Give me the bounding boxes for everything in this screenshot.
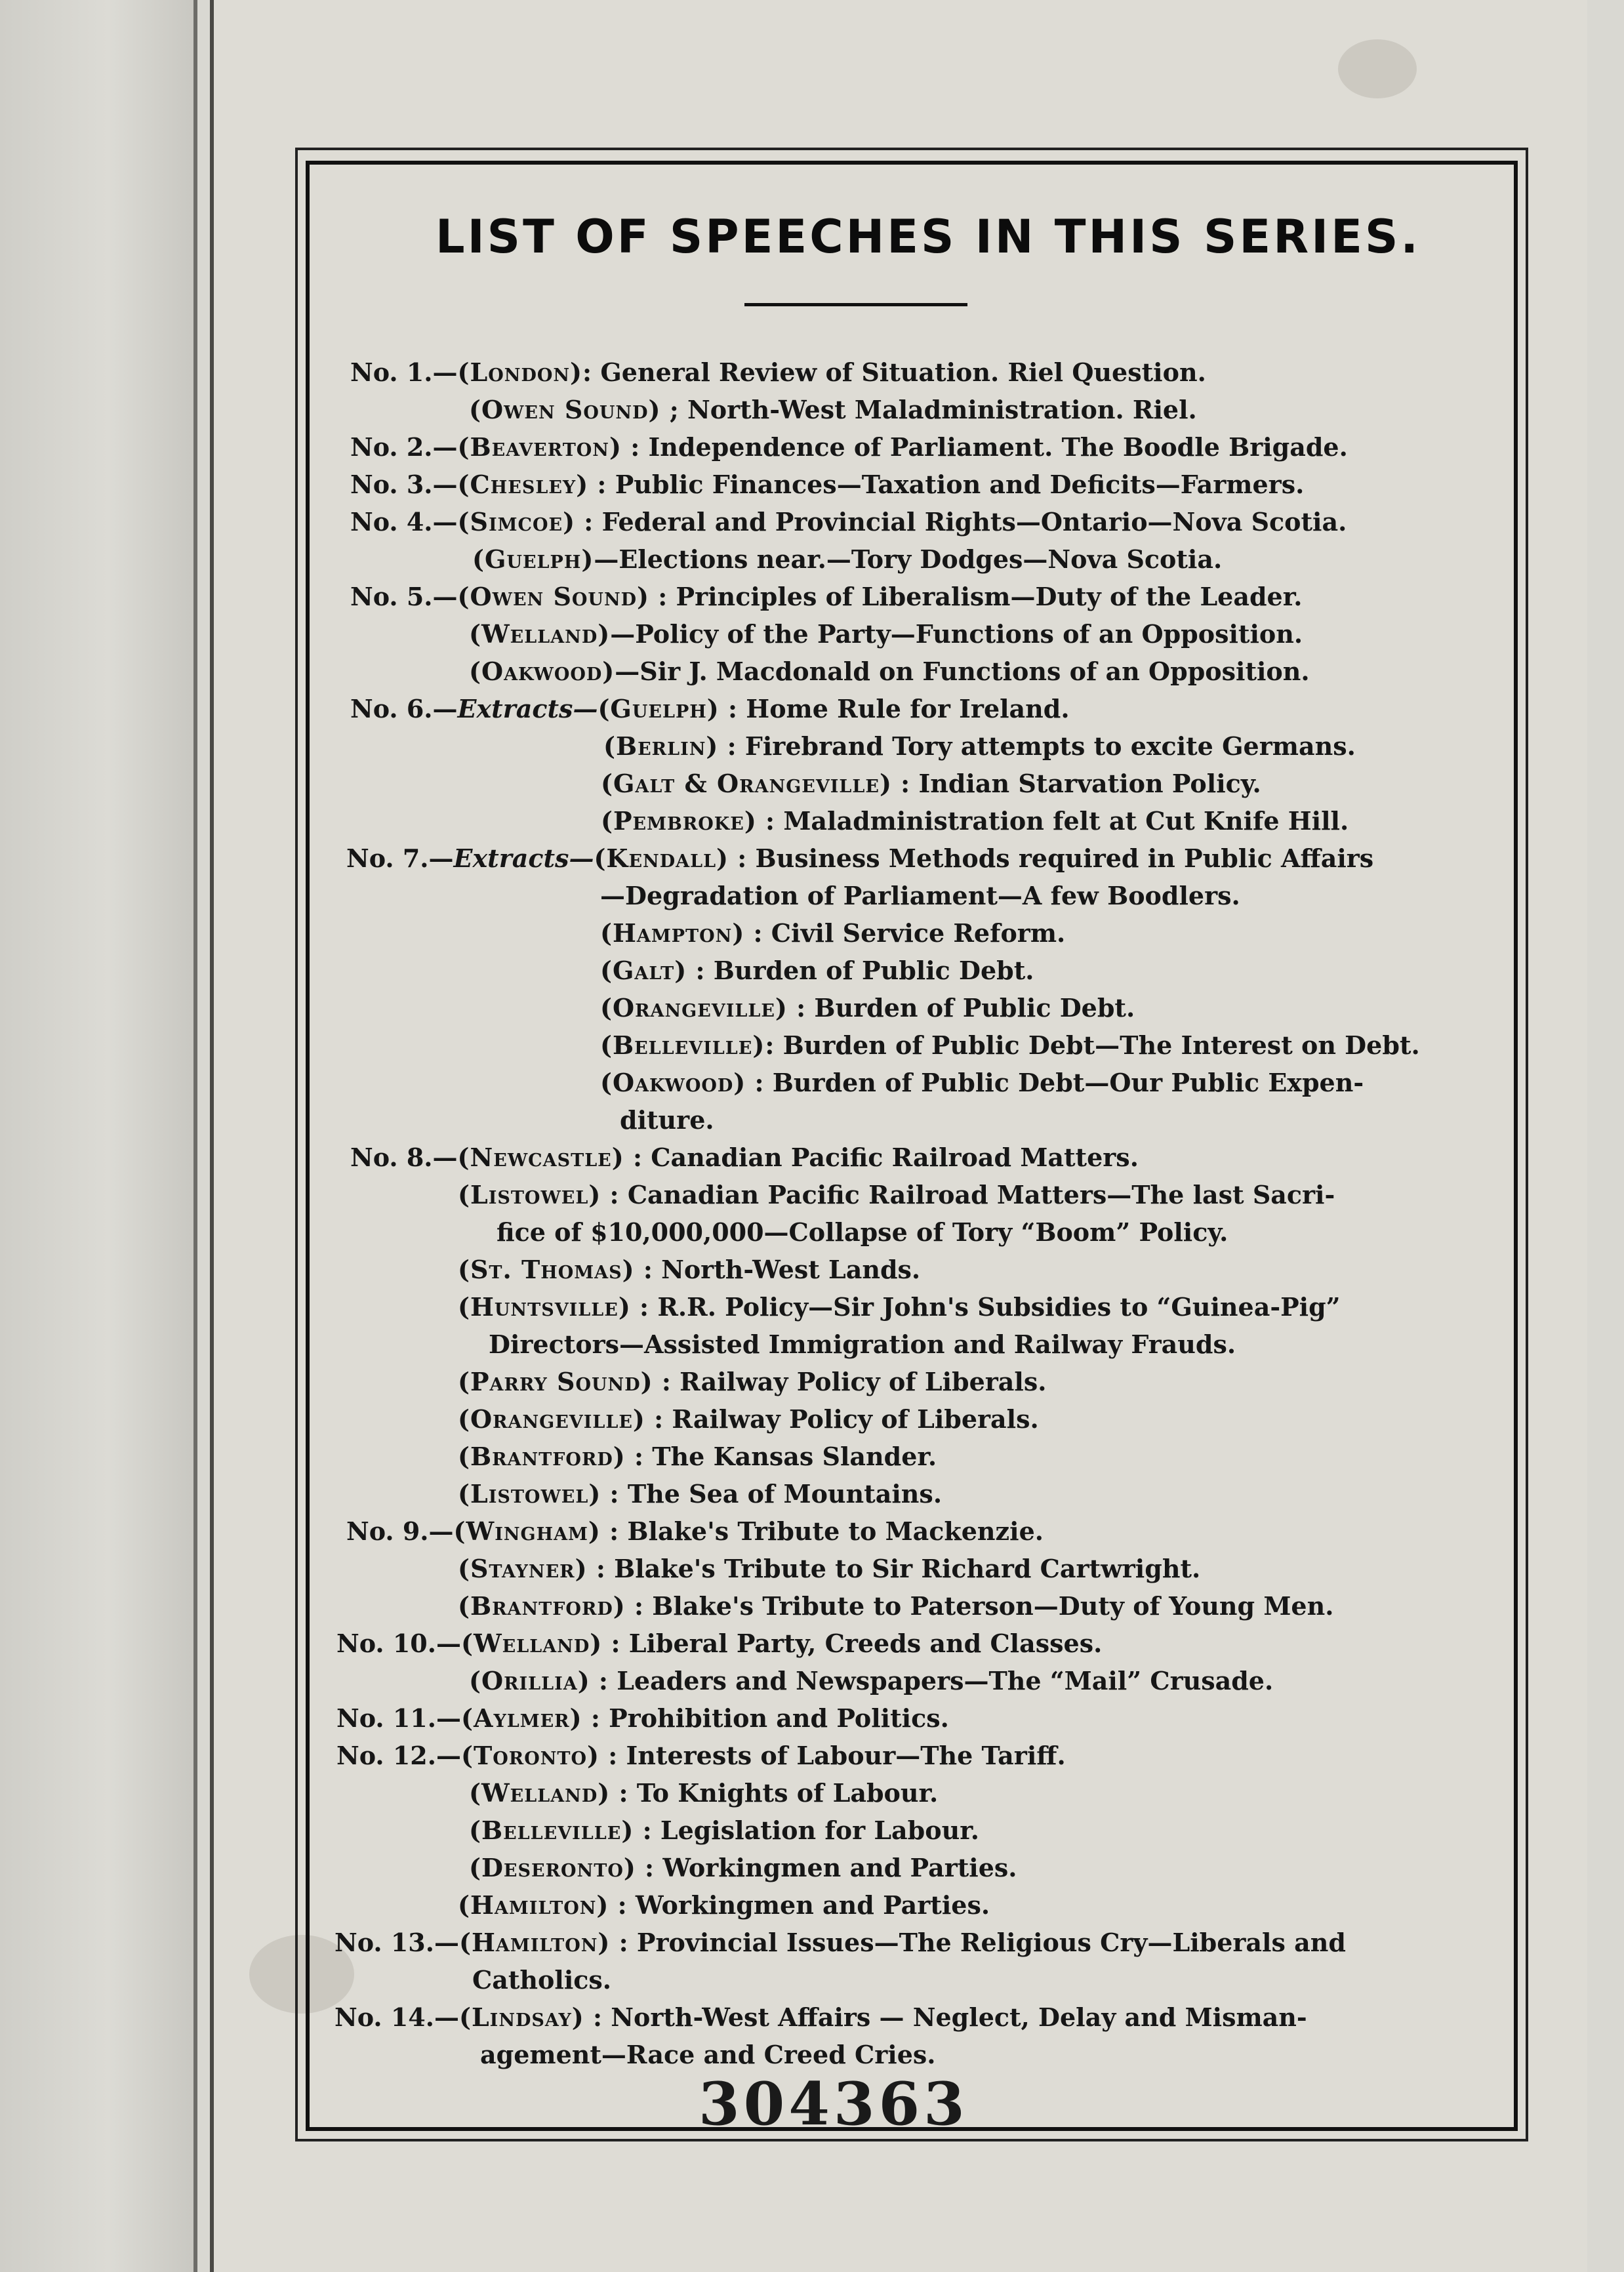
speech-location: (Stayner) — [458, 1554, 588, 1583]
speech-entry — [469, 653, 1310, 690]
separator: : — [602, 1629, 629, 1658]
speech-number: No. 9.— — [346, 1516, 454, 1546]
speech-entry — [335, 1999, 1307, 2036]
separator: : — [718, 731, 745, 761]
speech-topic: Leaders and Newspapers—The “Mail” Crusade. — [617, 1666, 1274, 1695]
speech-topic: Legislation for Labour. — [660, 1816, 979, 1845]
separator: : — [621, 432, 649, 462]
speech-number: No. 2.— — [350, 432, 458, 462]
separator: : — [601, 1180, 628, 1209]
separator: : — [787, 993, 815, 1023]
speech-location: (London) — [457, 357, 583, 387]
separator: : — [634, 1255, 662, 1284]
speech-location: (Lindsay) — [458, 2002, 584, 2032]
speech-topic: Canadian Pacific Railroad Matters. — [651, 1143, 1139, 1172]
speech-entry — [458, 1476, 942, 1512]
speech-entry — [497, 1214, 1228, 1251]
speech-location: (Listowel) — [458, 1479, 601, 1509]
speech-topic: North-West Affairs — Neglect, Delay and Misman- — [611, 2002, 1307, 2032]
speech-entry — [600, 1027, 1420, 1064]
speech-location: (Deseronto) — [469, 1853, 636, 1882]
speech-location: (Oakwood) — [600, 1068, 746, 1097]
separator: : — [610, 1928, 637, 1957]
speech-topic: The Kansas Slander. — [652, 1442, 937, 1471]
speech-location: (Listowel) — [458, 1180, 601, 1209]
speech-location: (Brantford) — [458, 1442, 626, 1471]
separator: ; — [660, 395, 687, 424]
separator: : — [599, 1741, 626, 1770]
separator: : — [765, 1030, 783, 1060]
speech-topic: Principles of Liberalism—Duty of the Leader. — [676, 582, 1303, 611]
separator: : — [746, 1068, 773, 1097]
speech-entry — [335, 1924, 1346, 1961]
speech-entry — [601, 803, 1349, 840]
speech-location: (Belleville) — [469, 1816, 634, 1845]
speech-topic: General Review of Situation. Riel Question. — [600, 357, 1206, 387]
speech-location: (Orangeville) — [600, 993, 788, 1023]
speech-location: (Parry Sound) — [458, 1367, 653, 1396]
separator: : — [625, 1442, 653, 1471]
speech-topic: Burden of Public Debt—The Interest on Debt. — [782, 1030, 1420, 1060]
speech-entry — [600, 952, 1034, 989]
speech-topic: Burden of Public Debt. — [713, 956, 1034, 985]
speech-entry — [350, 354, 1206, 391]
speech-number: No. 4.— — [350, 507, 458, 537]
separator: : — [624, 1143, 651, 1172]
speech-location: (Guelph) — [598, 694, 720, 723]
speech-entry — [350, 691, 1070, 727]
speech-topic: Blake's Tribute to Sir Richard Cartwright. — [614, 1554, 1201, 1583]
speech-location: (Beaverton) — [457, 432, 622, 462]
speech-topic: To Knights of Labour. — [636, 1778, 939, 1808]
separator: : — [582, 357, 601, 387]
speech-entry — [600, 1065, 1364, 1101]
separator: — — [594, 544, 619, 574]
speech-topic: Prohibition and Politics. — [609, 1703, 949, 1733]
speech-entry — [458, 1251, 920, 1288]
speech-topic: Home Rule for Ireland. — [746, 694, 1070, 723]
speech-list — [210, 0, 1587, 2272]
document-page — [210, 0, 1587, 2272]
speech-entry — [469, 616, 1303, 653]
speech-location: (Aylmer) — [460, 1703, 582, 1733]
speech-topic: Blake's Tribute to Paterson—Duty of Young Men. — [652, 1591, 1334, 1621]
separator: : — [575, 507, 602, 537]
speech-number: No. 6.— — [350, 694, 458, 723]
separator: : — [645, 1404, 672, 1434]
speech-topic: Policy of the Party—Functions of an Opposition. — [635, 619, 1303, 649]
speech-topic: Elections near.—Tory Dodges—Nova Scotia. — [619, 544, 1223, 574]
speech-entry — [469, 1812, 979, 1849]
separator: : — [719, 694, 746, 723]
extracts-label: Extracts— — [457, 694, 598, 723]
separator: : — [744, 918, 771, 948]
speech-topic: R.R. Policy—Sir John's Subsidies to “Guinea-Pig” — [657, 1292, 1341, 1322]
speech-topic: Civil Service Reform. — [771, 918, 1066, 948]
speech-location: (Toronto) — [460, 1741, 599, 1770]
speech-number: No. 13.— — [335, 1928, 459, 1957]
separator: : — [587, 1554, 615, 1583]
speech-topic: Burden of Public Debt—Our Public Expen- — [772, 1068, 1364, 1097]
speech-location: (Guelph) — [472, 544, 594, 574]
separator: : — [609, 1890, 636, 1920]
speech-entry — [458, 1364, 1046, 1400]
speech-location: (Welland) — [469, 619, 611, 649]
separator: : — [756, 806, 784, 836]
speech-location: (Berlin) — [603, 731, 719, 761]
speech-location: (Owen Sound) — [457, 582, 650, 611]
speech-topic: Railway Policy of Liberals. — [672, 1404, 1039, 1434]
separator: : — [891, 769, 919, 798]
speech-entry — [336, 1625, 1102, 1662]
speech-number: No. 3.— — [350, 470, 458, 499]
speech-entry — [472, 541, 1222, 578]
speech-number: No. 7.— — [346, 843, 454, 873]
speech-entry — [469, 1775, 938, 1812]
speech-location: (Welland) — [469, 1778, 611, 1808]
speech-location: (Chesley) — [457, 470, 589, 499]
page-title: LIST OF SPEECHES IN THIS SERIES. — [436, 210, 1421, 264]
speech-entry — [489, 1326, 1236, 1363]
speech-topic: Workingmen and Parties. — [662, 1853, 1017, 1882]
speech-location: (Belleville) — [600, 1030, 765, 1060]
speech-entry — [472, 1962, 611, 1998]
speech-entry — [346, 840, 1373, 877]
speech-entry — [458, 1289, 1341, 1326]
speech-topic: North-West Maladministration. Riel. — [687, 395, 1197, 424]
speech-topic: agement—Race and Creed Cries. — [480, 2040, 936, 2069]
speech-location: (Pembroke) — [601, 806, 757, 836]
speech-entry — [458, 1551, 1200, 1587]
speech-location: (Hampton) — [600, 918, 745, 948]
catalogue-stamp: 304363 — [699, 2069, 969, 2139]
speech-number: No. 11.— — [336, 1703, 461, 1733]
speech-location: (Newcastle) — [457, 1143, 624, 1172]
speech-number: No. 8.— — [350, 1143, 458, 1172]
speech-topic: Burden of Public Debt. — [814, 993, 1135, 1023]
speech-topic: Catholics. — [472, 1965, 612, 1995]
speech-location: (Orangeville) — [458, 1404, 645, 1434]
speech-topic: Canadian Pacific Railroad Matters—The last Sacri- — [627, 1180, 1335, 1209]
speech-topic: Workingmen and Parties. — [635, 1890, 990, 1920]
speech-location: (St. Thomas) — [458, 1255, 635, 1284]
speech-topic: North-West Lands. — [661, 1255, 921, 1284]
speech-entry — [350, 578, 1303, 615]
separator: : — [610, 1778, 637, 1808]
speech-entry — [350, 1139, 1139, 1176]
speech-entry — [350, 504, 1347, 540]
speech-entry — [469, 392, 1197, 428]
speech-entry — [336, 1700, 949, 1737]
speech-topic: Public Finances—Taxation and Deficits—Farmers. — [615, 470, 1305, 499]
speech-entry — [620, 1102, 714, 1139]
speech-location: (Wingham) — [453, 1516, 601, 1546]
separator: : — [729, 843, 756, 873]
separator: : — [582, 1703, 609, 1733]
separator: : — [653, 1367, 680, 1396]
separator: : — [649, 582, 676, 611]
speech-location: (Simcoe) — [457, 507, 576, 537]
speech-entry — [336, 1737, 1066, 1774]
speech-entry — [458, 1401, 1039, 1438]
speech-topic: The Sea of Mountains. — [627, 1479, 943, 1509]
separator: — — [610, 619, 636, 649]
speech-number: No. 1.— — [350, 357, 458, 387]
speech-entry — [350, 466, 1304, 503]
speech-location: (Hamilton) — [458, 1890, 609, 1920]
separator: : — [590, 1666, 617, 1695]
speech-entry — [600, 878, 1240, 914]
extracts-label: Extracts— — [453, 843, 594, 873]
speech-topic: Interests of Labour—The Tariff. — [626, 1741, 1066, 1770]
speech-topic: Business Methods required in Public Affairs — [755, 843, 1374, 873]
speech-number: No. 10.— — [336, 1629, 461, 1658]
speech-entry — [350, 429, 1348, 466]
speech-topic: Firebrand Tory attempts to excite Germans. — [744, 731, 1356, 761]
separator: : — [625, 1591, 653, 1621]
speech-location: (Hamilton) — [458, 1928, 611, 1957]
speech-entry — [458, 1438, 937, 1475]
speech-topic: fice of $10,000,000—Collapse of Tory “Boom” Policy. — [497, 1217, 1228, 1247]
speech-topic: Sir J. Macdonald on Functions of an Opposition. — [639, 657, 1310, 686]
speech-topic: Indian Starvation Policy. — [918, 769, 1261, 798]
separator: : — [584, 2002, 611, 2032]
speech-entry — [458, 1588, 1333, 1625]
speech-location: (Kendall) — [594, 843, 729, 873]
speech-topic: diture. — [620, 1105, 714, 1135]
speech-location: (Oakwood) — [469, 657, 615, 686]
speech-location: (Orillia) — [469, 1666, 590, 1695]
speech-entry — [600, 915, 1065, 952]
speech-number: No. 12.— — [336, 1741, 461, 1770]
speech-topic: Railway Policy of Liberals. — [680, 1367, 1047, 1396]
facing-page-edge — [0, 0, 197, 2272]
speech-number: No. 5.— — [350, 582, 458, 611]
speech-topic: Directors—Assisted Immigration and Railway Frauds. — [489, 1329, 1236, 1359]
speech-topic: Liberal Party, Creeds and Classes. — [628, 1629, 1103, 1658]
speech-entry — [603, 728, 1356, 765]
speech-topic: Federal and Provincial Rights—Ontario—Nova Scotia. — [601, 507, 1347, 537]
speech-entry — [346, 1513, 1044, 1550]
speech-location: (Owen Sound) — [469, 395, 661, 424]
speech-entry — [458, 1177, 1335, 1213]
speech-entry — [469, 1663, 1273, 1699]
speech-location: (Brantford) — [458, 1591, 626, 1621]
speech-topic: Blake's Tribute to Mackenzie. — [627, 1516, 1044, 1546]
speech-entry — [601, 765, 1261, 802]
separator: : — [687, 956, 714, 985]
separator: : — [588, 470, 615, 499]
speech-entry — [600, 990, 1135, 1026]
speech-topic: Provincial Issues—The Religious Cry—Liberals and — [636, 1928, 1346, 1957]
speech-number: No. 14.— — [335, 2002, 459, 2032]
speech-location: (Huntsville) — [458, 1292, 631, 1322]
speech-entry — [469, 1850, 1017, 1886]
separator: : — [636, 1853, 663, 1882]
speech-location: (Galt & Orangeville) — [601, 769, 892, 798]
speech-entry — [480, 2037, 936, 2073]
speech-entry — [458, 1887, 990, 1924]
speech-topic: Maladministration felt at Cut Knife Hill. — [783, 806, 1349, 836]
speech-location: (Galt) — [600, 956, 687, 985]
speech-topic: —Degradation of Parliament—A few Boodlers. — [600, 881, 1240, 910]
separator: : — [600, 1516, 628, 1546]
speech-topic: Independence of Parliament. The Boodle Brigade. — [648, 432, 1348, 462]
separator: : — [634, 1816, 660, 1845]
separator: — — [615, 657, 640, 686]
separator: : — [601, 1479, 628, 1509]
speech-location: (Welland) — [460, 1629, 603, 1658]
separator: : — [630, 1292, 658, 1322]
